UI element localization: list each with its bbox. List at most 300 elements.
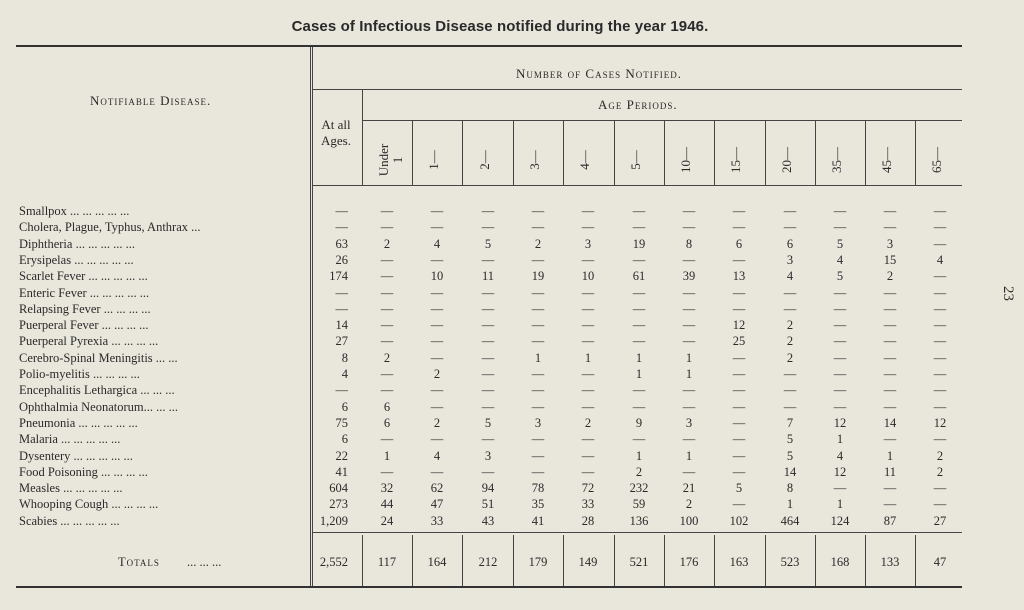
disease-name: Enteric Fever ... ... ... ... ... xyxy=(19,285,150,300)
age-count: 8 xyxy=(786,481,794,496)
age-count: — xyxy=(632,383,646,398)
age-count: — xyxy=(380,269,394,284)
age-count: 464 xyxy=(780,513,800,528)
age-count: 5 xyxy=(484,236,492,251)
age-count: 232 xyxy=(629,481,649,496)
age-count: 43 xyxy=(481,513,495,528)
age-count: — xyxy=(883,383,897,398)
age-count: 5 xyxy=(786,432,794,447)
all-ages-count: 22 xyxy=(335,448,348,463)
age-count: — xyxy=(933,269,947,284)
age-count: 87 xyxy=(883,513,897,528)
number-of-cases-header: Number of Cases Notified. xyxy=(516,66,682,81)
age-count: — xyxy=(380,367,394,381)
age-count: — xyxy=(531,301,545,316)
age-count: — xyxy=(933,236,947,251)
age-count: 6 xyxy=(735,236,743,251)
age-count: — xyxy=(430,285,444,300)
age-count: 59 xyxy=(632,497,646,512)
age-count: — xyxy=(933,399,947,414)
age-count: 33 xyxy=(581,497,595,512)
age-count: — xyxy=(380,301,394,316)
all-ages-count: 174 xyxy=(329,269,348,284)
age-count: 2 xyxy=(886,269,894,284)
age-count: 3 xyxy=(786,252,794,267)
age-count: — xyxy=(481,285,495,300)
disease-name: Smallpox ... ... ... ... ... xyxy=(19,204,130,218)
disease-name: Whooping Cough ... ... ... ... xyxy=(19,497,159,512)
age-period-header: 15— xyxy=(728,147,743,173)
age-period-header: 5— xyxy=(628,150,643,170)
total-age-count: 164 xyxy=(427,555,447,569)
disease-name: Food Poisoning ... ... ... ... xyxy=(19,464,148,479)
age-count: — xyxy=(430,432,444,447)
age-period-header: 35— xyxy=(829,147,844,173)
age-count: 27 xyxy=(933,513,947,528)
age-count: 51 xyxy=(481,497,495,512)
age-count: — xyxy=(783,399,797,414)
header-column-divider xyxy=(815,120,816,185)
age-count: — xyxy=(380,318,394,333)
header-column-divider xyxy=(915,120,916,185)
age-count: — xyxy=(531,383,545,398)
age-count: — xyxy=(430,252,444,267)
age-count: 5 xyxy=(836,269,844,284)
all-ages-count: 1,209 xyxy=(319,513,348,528)
age-count: 136 xyxy=(629,513,649,528)
age-periods-header: Age Periods. xyxy=(598,97,678,112)
age-count: — xyxy=(682,432,696,447)
age-count: — xyxy=(430,350,444,365)
age-count: — xyxy=(531,432,545,447)
age-count: 2 xyxy=(383,350,391,365)
header-column-divider xyxy=(462,120,463,185)
age-count: — xyxy=(833,350,847,365)
age-count: — xyxy=(933,383,947,398)
age-count: 2 xyxy=(786,350,794,365)
age-count: — xyxy=(933,350,947,365)
age-count: — xyxy=(833,285,847,300)
age-count: — xyxy=(481,204,495,218)
age-count: — xyxy=(783,301,797,316)
age-count: — xyxy=(581,399,595,414)
age-count: — xyxy=(632,432,646,447)
age-count: — xyxy=(632,318,646,333)
all-ages-count: 26 xyxy=(335,252,348,267)
age-count: — xyxy=(581,301,595,316)
total-age-count: 133 xyxy=(880,555,900,569)
age-count: 124 xyxy=(830,513,850,528)
total-age-count: 163 xyxy=(729,555,749,569)
disease-column-header: Notifiable Disease. xyxy=(90,93,212,108)
age-count: — xyxy=(883,334,897,349)
age-count: — xyxy=(380,285,394,300)
age-count: — xyxy=(682,383,696,398)
disease-name: Measles ... ... ... ... ... xyxy=(19,481,123,496)
age-count: 1 xyxy=(635,448,643,463)
age-count: — xyxy=(632,220,646,235)
age-count: 2 xyxy=(786,318,794,333)
total-age-count: 149 xyxy=(578,555,598,569)
age-count: 3 xyxy=(685,415,693,430)
age-count: — xyxy=(732,285,746,300)
age-count: — xyxy=(933,497,947,512)
header-column-divider xyxy=(865,120,866,185)
age-count: 9 xyxy=(635,415,643,430)
all-ages-count: — xyxy=(335,285,348,300)
all-ages-count: 75 xyxy=(335,415,348,430)
age-count: 35 xyxy=(531,497,545,512)
disease-name: Ophthalmia Neonatorum... ... ... xyxy=(19,399,178,414)
header-column-divider xyxy=(614,120,615,185)
totals-label: Totals xyxy=(118,555,160,569)
age-count: 2 xyxy=(936,464,944,479)
total-age-count: 176 xyxy=(679,555,699,569)
age-count: — xyxy=(481,383,495,398)
age-count: 100 xyxy=(679,513,699,528)
age-count: — xyxy=(783,220,797,235)
age-count: — xyxy=(933,301,947,316)
number-cases-underline xyxy=(312,89,962,90)
totals-column-divider xyxy=(462,535,463,586)
age-count: 1 xyxy=(836,497,844,512)
disease-name: Scarlet Fever ... ... ... ... ... xyxy=(19,269,148,284)
age-count: 1 xyxy=(786,497,794,512)
age-count: — xyxy=(581,252,595,267)
age-count: — xyxy=(481,350,495,365)
top-rule xyxy=(16,45,962,47)
age-count: — xyxy=(632,252,646,267)
age-period-header: 10— xyxy=(678,147,693,173)
age-count: 1 xyxy=(584,350,592,365)
age-count: — xyxy=(481,220,495,235)
age-count: 13 xyxy=(732,269,746,284)
age-count: — xyxy=(430,383,444,398)
age-count: — xyxy=(481,301,495,316)
total-age-count: 521 xyxy=(629,555,649,569)
disease-name: Diphtheria ... ... ... ... ... xyxy=(19,236,135,251)
age-count: 19 xyxy=(632,236,646,251)
age-count: 4 xyxy=(836,448,844,463)
age-count: — xyxy=(883,350,897,365)
age-count: — xyxy=(732,367,746,381)
age-count: — xyxy=(531,367,545,381)
all-ages-count: 27 xyxy=(335,334,348,349)
age-count: — xyxy=(380,334,394,349)
age-count: 3 xyxy=(534,415,542,430)
page-number: 23 xyxy=(1000,286,1016,301)
age-count: — xyxy=(682,399,696,414)
age-count: 1 xyxy=(886,448,894,463)
age-count: — xyxy=(531,252,545,267)
age-count: — xyxy=(682,334,696,349)
all-ages-count: 63 xyxy=(335,236,348,251)
age-count: — xyxy=(430,334,444,349)
all-ages-count: 14 xyxy=(335,318,348,333)
age-count: — xyxy=(732,415,746,430)
age-count: 32 xyxy=(380,481,394,496)
age-count: 44 xyxy=(380,497,394,512)
age-count: — xyxy=(783,383,797,398)
all-ages-count: 6 xyxy=(341,432,348,447)
age-count: — xyxy=(430,204,444,218)
header-column-divider xyxy=(563,120,564,185)
age-count: — xyxy=(481,464,495,479)
age-count: — xyxy=(833,301,847,316)
age-count: 2 xyxy=(786,334,794,349)
age-count: 39 xyxy=(682,269,696,284)
age-count: 2 xyxy=(584,415,592,430)
all-ages-count: 273 xyxy=(329,497,348,512)
age-count: — xyxy=(581,383,595,398)
age-count: 2 xyxy=(534,236,542,251)
totals-top-rule xyxy=(312,532,962,533)
total-age-count: 168 xyxy=(830,555,850,569)
age-count: 102 xyxy=(729,513,749,528)
age-count: 6 xyxy=(383,399,391,414)
age-count: 5 xyxy=(786,448,794,463)
age-count: 2 xyxy=(433,367,441,381)
age-count: 12 xyxy=(732,318,746,333)
age-count: — xyxy=(883,481,897,496)
age-count: — xyxy=(632,399,646,414)
age-count: 11 xyxy=(883,464,897,479)
age-count: — xyxy=(933,285,947,300)
age-count: — xyxy=(481,318,495,333)
age-count: — xyxy=(732,432,746,447)
all-ages-count: 8 xyxy=(341,350,348,365)
age-count: 4 xyxy=(836,252,844,267)
age-count: 21 xyxy=(682,481,696,496)
age-count: 5 xyxy=(836,236,844,251)
age-count: — xyxy=(732,464,746,479)
age-count: — xyxy=(430,301,444,316)
age-count: — xyxy=(732,383,746,398)
age-count: — xyxy=(531,448,545,463)
age-count: 2 xyxy=(433,415,441,430)
disease-name: Erysipelas ... ... ... ... ... xyxy=(19,252,134,267)
age-count: — xyxy=(833,334,847,349)
disease-name: Cholera, Plague, Typhus, Anthrax ... xyxy=(19,220,201,235)
age-count: 1 xyxy=(685,350,693,365)
age-count: — xyxy=(430,399,444,414)
disease-name: Relapsing Fever ... ... ... ... xyxy=(19,301,151,316)
age-count: 2 xyxy=(383,236,391,251)
age-count: — xyxy=(581,220,595,235)
age-count: 19 xyxy=(531,269,545,284)
age-count: — xyxy=(481,252,495,267)
total-age-count: 523 xyxy=(780,555,800,569)
age-count: 78 xyxy=(531,481,545,496)
age-count: — xyxy=(682,301,696,316)
all-ages-count: 41 xyxy=(335,464,348,479)
age-count: — xyxy=(883,497,897,512)
age-count: 2 xyxy=(635,464,643,479)
age-count: — xyxy=(682,464,696,479)
age-period-header: 20— xyxy=(779,147,794,173)
age-count: 5 xyxy=(484,415,492,430)
age-count: — xyxy=(883,318,897,333)
age-count: — xyxy=(833,204,847,218)
age-count: — xyxy=(380,464,394,479)
age-count: 1 xyxy=(383,448,391,463)
age-count: 7 xyxy=(786,415,794,430)
age-count: — xyxy=(531,399,545,414)
all-ages-count: — xyxy=(335,301,348,316)
age-period-header: 1— xyxy=(426,150,441,170)
age-period-header: 45— xyxy=(879,147,894,173)
age-period-header: 65— xyxy=(929,147,944,173)
age-count: — xyxy=(883,204,897,218)
age-count: — xyxy=(933,367,947,381)
age-count: — xyxy=(833,367,847,381)
disease-name: Encephalitis Lethargica ... ... ... xyxy=(19,383,175,398)
age-count: 10 xyxy=(430,269,444,284)
total-age-count: 179 xyxy=(528,555,548,569)
age-count: — xyxy=(581,448,595,463)
all-ages-count: 6 xyxy=(341,399,348,414)
all-ages-count: 4 xyxy=(341,367,348,381)
age-count: 3 xyxy=(584,236,592,251)
totals-dots: ... ... ... xyxy=(187,555,222,569)
age-count: 11 xyxy=(481,269,495,284)
age-count: — xyxy=(883,285,897,300)
age-count: 3 xyxy=(484,448,492,463)
age-count: — xyxy=(933,220,947,235)
age-count: — xyxy=(581,204,595,218)
age-count: — xyxy=(883,432,897,447)
header-column-divider xyxy=(664,120,665,185)
age-count: — xyxy=(783,285,797,300)
age-period-header: 3— xyxy=(527,150,542,170)
age-count: — xyxy=(632,285,646,300)
age-count: — xyxy=(732,220,746,235)
age-count: — xyxy=(380,432,394,447)
age-count: — xyxy=(581,464,595,479)
age-count: — xyxy=(933,432,947,447)
age-count: 6 xyxy=(383,415,391,430)
all-ages-count: 604 xyxy=(329,481,348,496)
age-count: — xyxy=(531,285,545,300)
age-count: — xyxy=(380,204,394,218)
age-count: — xyxy=(933,334,947,349)
age-count: 14 xyxy=(883,415,897,430)
bottom-rule xyxy=(16,586,962,588)
age-count: — xyxy=(933,204,947,218)
age-count: 72 xyxy=(581,481,595,496)
age-count: 4 xyxy=(936,252,944,267)
age-count: — xyxy=(933,481,947,496)
age-count: 15 xyxy=(883,252,897,267)
age-count: — xyxy=(531,318,545,333)
header-bottom-rule xyxy=(312,185,962,186)
header-column-divider xyxy=(513,120,514,185)
age-count: — xyxy=(933,318,947,333)
age-count: 2 xyxy=(685,497,693,512)
age-count: 4 xyxy=(786,269,794,284)
age-count: — xyxy=(883,367,897,381)
age-count: 1 xyxy=(836,432,844,447)
age-count: 25 xyxy=(732,334,746,349)
age-count: — xyxy=(581,285,595,300)
age-count: — xyxy=(732,204,746,218)
age-count: — xyxy=(531,464,545,479)
total-age-count: 212 xyxy=(478,555,498,569)
age-count: — xyxy=(481,367,495,381)
age-count: — xyxy=(883,399,897,414)
age-count: — xyxy=(531,204,545,218)
age-count: — xyxy=(632,334,646,349)
age-count: — xyxy=(833,481,847,496)
age-count: — xyxy=(481,334,495,349)
age-count: 94 xyxy=(481,481,495,496)
age-count: — xyxy=(481,399,495,414)
header-column-divider xyxy=(412,120,413,185)
age-count: 4 xyxy=(433,236,441,251)
age-count: — xyxy=(732,448,746,463)
age-count: 1 xyxy=(534,350,542,365)
age-count: 2 xyxy=(936,448,944,463)
age-count: — xyxy=(632,204,646,218)
disease-name: Malaria ... ... ... ... ... xyxy=(19,432,121,447)
age-count: — xyxy=(833,383,847,398)
table-title: Cases of Infectious Disease notified during the year 1946. xyxy=(291,18,709,35)
age-count: — xyxy=(732,350,746,365)
age-count: — xyxy=(682,204,696,218)
age-count: — xyxy=(531,220,545,235)
age-count: 41 xyxy=(531,513,545,528)
age-count: — xyxy=(581,334,595,349)
age-count: 10 xyxy=(581,269,595,284)
age-count: — xyxy=(682,252,696,267)
age-count: — xyxy=(430,464,444,479)
age-count: — xyxy=(581,318,595,333)
disease-name: Pneumonia ... ... ... ... ... xyxy=(19,415,138,430)
header-column-divider xyxy=(765,120,766,185)
age-count: — xyxy=(581,367,595,381)
age-count: 61 xyxy=(632,269,646,284)
age-count: 28 xyxy=(581,513,595,528)
age-count: — xyxy=(380,220,394,235)
total-all-ages: 2,552 xyxy=(319,555,348,569)
all-ages-count: — xyxy=(335,383,348,398)
age-periods-underline xyxy=(362,120,962,121)
at-all-ages-header: At all Ages. xyxy=(321,117,351,148)
age-count: — xyxy=(481,432,495,447)
age-period-header: 4— xyxy=(577,150,592,170)
age-count: — xyxy=(632,301,646,316)
disease-name: Polio-myelitis ... ... ... ... xyxy=(19,367,140,381)
age-count: — xyxy=(732,252,746,267)
age-count: 12 xyxy=(933,415,947,430)
disease-name: Cerebro-Spinal Meningitis ... ... xyxy=(19,350,178,365)
age-count: — xyxy=(682,318,696,333)
age-count: — xyxy=(783,367,797,381)
age-period-header: Under 1 xyxy=(376,143,405,177)
age-count: 14 xyxy=(783,464,797,479)
age-count: 5 xyxy=(735,481,743,496)
header-column-divider xyxy=(362,90,363,185)
age-count: 1 xyxy=(635,350,643,365)
age-count: 4 xyxy=(433,448,441,463)
age-count: — xyxy=(531,334,545,349)
all-ages-count: — xyxy=(335,220,348,235)
age-count: — xyxy=(783,204,797,218)
age-count: 1 xyxy=(685,448,693,463)
age-count: 8 xyxy=(685,236,693,251)
age-count: 1 xyxy=(635,367,643,381)
disease-name: Dysentery ... ... ... ... ... xyxy=(19,448,133,463)
